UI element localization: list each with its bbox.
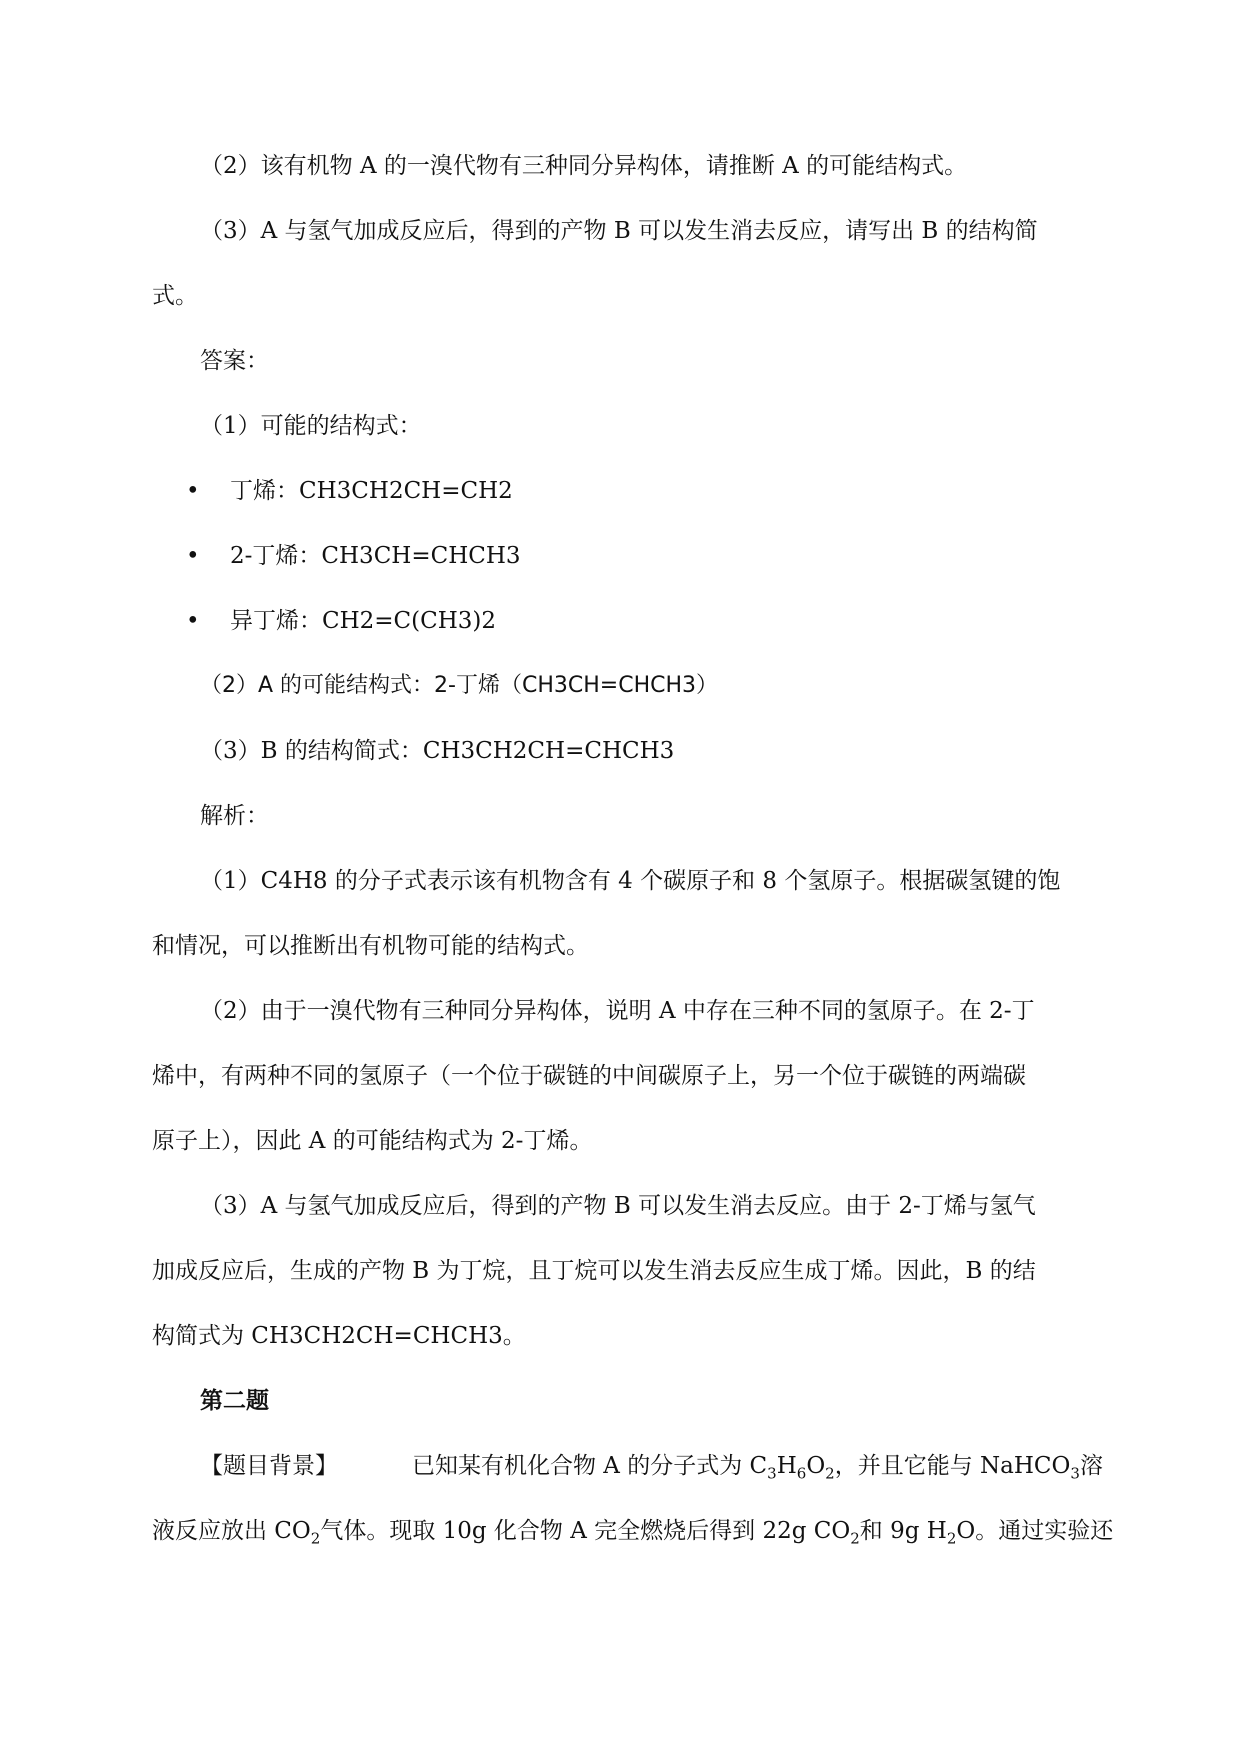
question-3-line-1: （3）A 与氢气加成反应后，得到的产物 B 可以发生消去反应，请写出 B 的结构简 — [200, 218, 1038, 244]
bullet-dot-icon: • — [186, 608, 200, 634]
answer-3-line: （3）B 的结构简式：CH3CH2CH=CHCH3 — [200, 738, 675, 764]
analysis-2-line-2: 烯中，有两种不同的氢原子（一个位于碳链的中间碳原子上，另一个位于碳链的两端碳 — [152, 1063, 1026, 1089]
analysis-2-line-3: 原子上），因此 A 的可能结构式为 2-丁烯。 — [152, 1128, 593, 1154]
background-line-1: 【题目背景】 已知某有机化合物 A 的分子式为 $C_3H_6O_2$，并且它能与 NaHCO$_3$溶 — [200, 1453, 1103, 1483]
question-2-line: （2）该有机物 A 的一溴代物有三种同分异构体，请推断 A 的可能结构式。 — [200, 153, 968, 179]
bullet-item-3: • 异丁烯：CH2=C(CH3)2 — [186, 608, 497, 634]
analysis-3-line-3: 构简式为 CH3CH2CH=CHCH3。 — [152, 1323, 526, 1349]
background-line-2: 液反应放出 $CO_2$气体。现取 10g 化合物 A 完全燃烧后得到 22g $CO_2$和 9g $H_2O$。通过实验还 — [152, 1518, 1114, 1548]
bullet-item-1: • 丁烯：CH3CH2CH=CH2 — [186, 478, 513, 504]
analysis-1-line-1: （1）C4H8 的分子式表示该有机物含有 4 个碳原子和 8 个氢原子。根据碳氢键的饱 — [200, 868, 1061, 894]
bullet-item-2: • 2-丁烯：CH3CH=CHCH3 — [186, 543, 521, 569]
answer-label: 答案： — [200, 348, 269, 374]
bullet-dot-icon: • — [186, 478, 200, 504]
bullet-dot-icon: • — [186, 543, 200, 569]
analysis-3-line-2: 加成反应后，生成的产物 B 为丁烷，且丁烷可以发生消去反应生成丁烯。因此，B 的结 — [152, 1258, 1036, 1284]
analysis-3-line-1: （3）A 与氢气加成反应后，得到的产物 B 可以发生消去反应。由于 2-丁烯与氢气 — [200, 1193, 1036, 1219]
answer-1-label: （1）可能的结构式： — [200, 413, 422, 439]
analysis-1-line-2: 和情况，可以推断出有机物可能的结构式。 — [152, 933, 589, 959]
analysis-label: 解析： — [200, 803, 269, 829]
answer-2-line: （2）A 的可能结构式：2-丁烯（CH3CH=CHCH3） — [200, 673, 719, 698]
analysis-2-line-1: （2）由于一溴代物有三种同分异构体，说明 A 中存在三种不同的氢原子。在 2-丁 — [200, 998, 1035, 1024]
question-3-line-2: 式。 — [152, 283, 198, 309]
section-title-second: 第二题 — [200, 1387, 269, 1414]
